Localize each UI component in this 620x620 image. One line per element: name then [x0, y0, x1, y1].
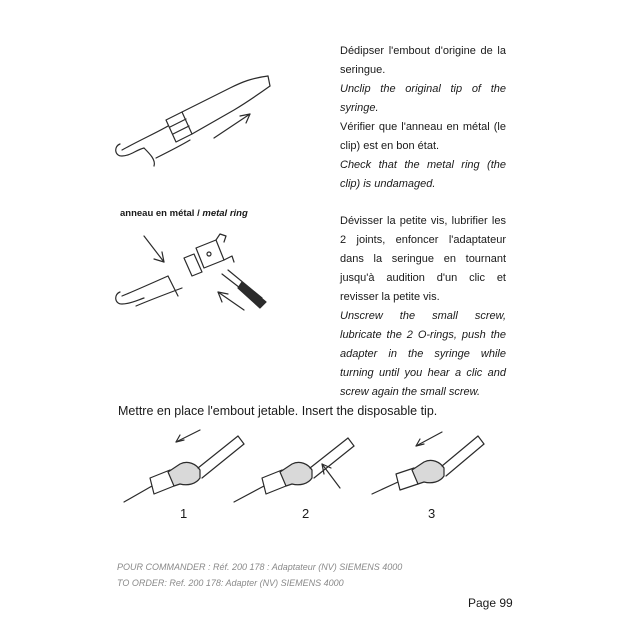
adapter-screwdriver-illustration: [110, 222, 280, 322]
disposable-tip-step-3-illustration: [370, 424, 510, 504]
step-number-3: 3: [428, 506, 436, 521]
order-reference-en: TO ORDER: Ref. 200 178: Adapter (NV) SIEMENS 4000: [117, 578, 344, 588]
page-number: Page 99: [468, 596, 513, 610]
instruction-unclip: Dédipser l'embout d'origine de la seringue. Unclip the original tip of the syringe.: [340, 45, 506, 114]
instruction-unscrew: Dévisser la petite vis, lubrifier les 2 joints, enfoncer l'adaptateur dans la seringue en tournant jusqu'à audition d'un clic et revisser la petite vis. Unscrew the small screw, lubricate the 2 O-rings, push the adapter in the syringe while turning until you hear a clic and screw again the small screw.: [340, 215, 506, 398]
unclip-syringe-illustration: [110, 62, 280, 172]
instruction-check-ring: Vérifier que l'anneau en métal (le clip) est en bon état. Check that the metal ring (the clip) is undamaged.: [340, 121, 506, 190]
metal-ring-label: anneau en métal / metal ring: [120, 208, 248, 219]
step-number-1: 1: [180, 506, 188, 521]
insert-tip-instruction: Mettre en place l'embout jetable. Insert the disposable tip.: [118, 404, 438, 418]
order-reference-fr: POUR COMMANDER : Réf. 200 178 : Adaptateur (NV) SIEMENS 4000: [117, 562, 403, 572]
step-number-2: 2: [302, 506, 310, 521]
disposable-tip-step-2-illustration: [232, 424, 372, 504]
